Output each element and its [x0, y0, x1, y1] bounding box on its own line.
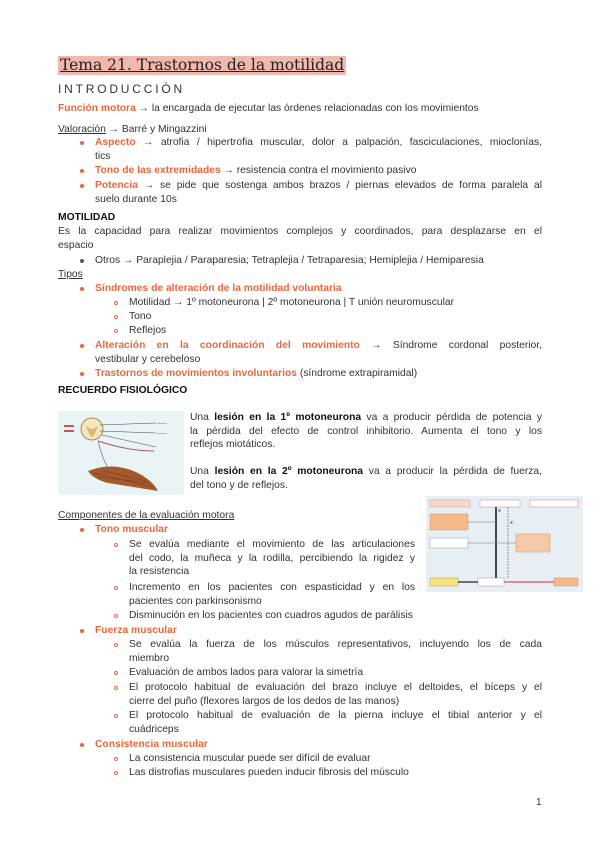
fuerza-item-line: El protocolo habitual de evaluación de la pierna incluye el tibial anterior y el — [129, 710, 542, 721]
fuerza-item — [129, 638, 542, 665]
p1-bold: lesión en la 1º motoneurona — [214, 412, 362, 423]
fuerza-item-line: cuádriceps — [129, 723, 179, 735]
alteracion-label: Alteración en la coordinación del movimiento — [95, 340, 360, 351]
bullet — [80, 259, 84, 263]
tono-item-line: la resistencia — [129, 566, 190, 577]
sub-bullet — [114, 329, 118, 333]
sindromes-item: Motilidad → 1º motoneurona | 2º motoneurona | T unión neuromuscular — [129, 297, 455, 308]
trastornos-text: (síndrome extrapiramidal) — [296, 368, 418, 379]
tono-item-line: pacientes con parkinsonismo — [129, 595, 262, 607]
tono-muscular-label: Tono muscular — [95, 524, 169, 535]
valoracion-item-potencia — [95, 179, 542, 206]
sindromes-label: Síndromes de alteración de la motilidad voluntaria — [95, 283, 342, 294]
fuerza-item-line: El protocolo habitual de evaluación del brazo incluye el deltoides, el bíceps y el — [129, 682, 542, 693]
title-highlight — [58, 56, 346, 75]
potencia-text-2: suelo durante 10s — [95, 193, 177, 205]
p2-line2: del tono y de reflejos. — [190, 479, 288, 491]
valoracion-label: Valoración — [58, 124, 106, 135]
funcion-motora-text: → la encargada de ejecutar las órdenes relacionadas con los movimientos — [138, 103, 479, 114]
tono-item-line: Incremento en los pacientes con espasticidad y en los — [129, 582, 415, 593]
trastornos-item — [95, 367, 417, 381]
sub-bullet — [114, 771, 118, 775]
motilidad-heading: MOTILIDAD — [58, 212, 116, 223]
tono-item-line: del codo, la muñeca y la rodilla, percibiendo la rigidez y — [129, 552, 415, 564]
bullet — [80, 287, 84, 291]
sub-bullet — [114, 301, 118, 305]
fuerza-muscular-label: Fuerza muscular — [95, 625, 177, 636]
bullet — [80, 528, 84, 532]
tono-extremidades-text: → resistencia contra el movimiento pasivo — [223, 165, 417, 176]
fuerza-item-line: cierre del puño (flexores largos de los dedos de las manos) — [129, 695, 400, 707]
sub-bullet — [114, 614, 118, 618]
sub-bullet — [114, 315, 118, 319]
p1-line2: la pérdida del efecto de control inhibitorio. Aumenta el tono y los — [190, 425, 542, 437]
p2-post: va a producir la pérdida de fuerza, — [363, 466, 542, 477]
svg-text:────: ──── — [157, 421, 167, 426]
motilidad-text-2: espacio — [58, 239, 94, 251]
spinal-cord-figure — [58, 411, 184, 495]
fuerza-item-line: Se evalúa la fuerza de los músculos representativos, incluyendo los de cada — [129, 639, 542, 650]
motilidad-paragraph — [58, 225, 542, 252]
p1-line3: reflejos miotáticos. — [190, 439, 276, 450]
bullet — [80, 141, 84, 145]
bullet — [80, 169, 84, 173]
tipos-label: Tipos — [58, 269, 83, 280]
motilidad-text-1: Es la capacidad para realizar movimientos complejos y coordinados, para desplazarse en el — [58, 226, 542, 237]
alteracion-item — [95, 339, 542, 366]
bullet — [80, 629, 84, 633]
p1-pre: Una — [190, 412, 215, 423]
valoracion-item-aspecto — [95, 136, 542, 163]
sub-bullet — [114, 643, 118, 647]
p2-bold: lesión en la 2º motoneurona — [214, 466, 364, 477]
aspecto-label: Aspecto — [95, 137, 136, 148]
valoracion-item-tono — [95, 164, 416, 178]
aspecto-text: → atrofia / hipertrofia muscular, dolor a palpación, fasciculaciones, mioclonías, — [143, 137, 542, 148]
tono-extremidades-label: Tono de las extremidades — [95, 165, 221, 176]
sindromes-item: Tono — [129, 311, 152, 322]
p1-post: va a producir pérdida de potencia y — [361, 412, 542, 423]
svg-text:x: x — [510, 520, 513, 526]
potencia-text: → se pide que sostenga ambos brazos / piernas elevados de forma paralela al — [143, 180, 542, 191]
alteracion-text-2: vestibular y cerebeloso — [95, 353, 201, 365]
potencia-label: Potencia — [95, 180, 138, 191]
alteracion-text: → Síndrome cordonal posterior, — [371, 340, 542, 351]
bullet — [80, 372, 84, 376]
tono-item — [129, 538, 415, 579]
sub-bullet — [114, 543, 118, 547]
page-number: 1 — [536, 797, 542, 808]
bullet — [80, 743, 84, 747]
fuerza-item-line: miembro — [129, 652, 170, 664]
sub-bullet — [114, 757, 118, 761]
tono-item: Disminución en los pacientes con cuadros agudos de parálisis — [129, 610, 413, 621]
trastornos-label: Trastornos de movimientos involuntarios — [95, 368, 297, 379]
valoracion-line — [58, 123, 207, 137]
motilidad-otros: Otros → Paraplejia / Paraparesia; Tetraplejia / Tetraparesia; Hemiplejia / Hemiparesia — [95, 255, 484, 266]
componentes-heading: Componentes de la evaluación motora — [58, 510, 235, 521]
bullet — [80, 344, 84, 348]
funcion-motora-line — [58, 102, 479, 116]
recuerdo-p1 — [190, 411, 542, 452]
funcion-motora-label: Función motora — [58, 103, 136, 114]
tono-item — [129, 581, 415, 608]
sub-bullet — [114, 686, 118, 690]
tono-item-line: Se evalúa mediante el movimiento de las articulaciones — [129, 539, 415, 550]
sub-bullet — [114, 714, 118, 718]
fuerza-item — [129, 681, 542, 708]
motor-pathway-diagram — [426, 496, 583, 592]
svg-text:x: x — [498, 508, 501, 514]
recuerdo-heading: RECUERDO FISIOLÓGICO — [58, 385, 188, 396]
sindromes-item: Reflejos — [129, 325, 167, 336]
fuerza-item — [129, 709, 542, 736]
consistencia-item: Las distrofias musculares pueden inducir fibrosis del músculo — [129, 767, 409, 778]
sub-bullet — [114, 671, 118, 675]
fuerza-item: Evaluación de ambos lados para valorar la simetría — [129, 667, 364, 678]
intro-heading: INTRODUCCIÓN — [58, 82, 185, 96]
recuerdo-p2 — [190, 465, 542, 492]
consistencia-muscular-label: Consistencia muscular — [95, 739, 208, 750]
sub-bullet — [114, 586, 118, 590]
bullet — [80, 184, 84, 188]
consistencia-item: La consistencia muscular puede ser difícil de evaluar — [129, 753, 371, 764]
aspecto-text-2: tics — [95, 150, 111, 162]
page-title: Tema 21. Trastornos de la motilidad — [60, 56, 345, 74]
p2-pre: Una — [190, 466, 215, 477]
valoracion-text: → Barré y Mingazzini — [105, 124, 207, 135]
svg-text:────: ──── — [157, 431, 167, 436]
